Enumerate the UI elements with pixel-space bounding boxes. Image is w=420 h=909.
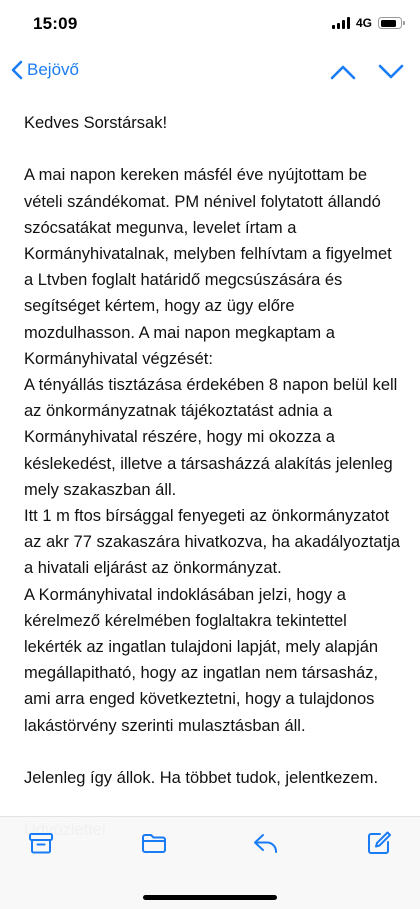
email-body [24, 110, 404, 844]
archive-icon[interactable] [27, 829, 55, 857]
navigation-bar [0, 52, 420, 92]
status-time: 15:09 [33, 14, 78, 33]
back-label: Bejövő [27, 60, 79, 79]
bottom-toolbar [0, 816, 420, 909]
reply-icon[interactable] [252, 829, 280, 857]
email-greeting: Kedves Sorstársak! [24, 114, 168, 132]
chevron-up-icon[interactable] [330, 62, 356, 82]
email-closing: Jelenleg így állok. Ha többet tudok, jelentkezem. [24, 769, 379, 788]
cellular-signal-icon [332, 17, 350, 29]
back-button[interactable] [10, 60, 79, 80]
chevron-left-icon [10, 60, 23, 80]
email-paragraph: Itt 1 m ftos bírsággal fenyegeti az önkormányzatot az akr 77 szakaszára hivatkozva, ha akadályoztatja a hivatali eljárást az önkormányzat. [24, 507, 405, 578]
home-indicator [143, 895, 277, 900]
battery-icon [378, 17, 402, 29]
network-type: 4G [355, 16, 372, 30]
email-paragraph: A Kormányhivatal indoklásában jelzi, hogy a kérelmező kérelmében foglaltakra tekintettel lekérték az ingatlan tulajdoni lapját, mely alapján megállapitható, hogy az ingatlan nem társasház, ami arra enged következtetni, hogy a tulajdonos lakástörvény szerinti mulasztásban áll. [24, 585, 383, 735]
status-indicators [332, 16, 402, 30]
status-bar [0, 0, 420, 48]
chevron-down-icon[interactable] [378, 62, 404, 82]
compose-icon[interactable] [365, 829, 393, 857]
message-navigation [330, 62, 404, 82]
email-paragraph: A mai napon kereken másfél éve nyújtottam be vételi szándékomat. PM nénivel folytatott állandó szócsatákat megunva, levelet írtam a Kormányhivatalnak, melyben felhívtam a figyelmet a Ltvben foglalt határidő megcsúszására és segítséget kértem, hogy az ügy előre mozdulhasson. A mai napon megkaptam a Kormányhivatal végzését: [24, 166, 397, 368]
folder-icon[interactable] [140, 829, 168, 857]
email-paragraph: A tényállás tisztázása érdekében 8 napon belül kell az önkormányzatnak tájékoztatást adnia a Kormányhivatal részére, hogy mi okozza a késlekedést, illetve a társasházzá alakítás jelenleg mely szakaszban áll. [24, 376, 402, 499]
